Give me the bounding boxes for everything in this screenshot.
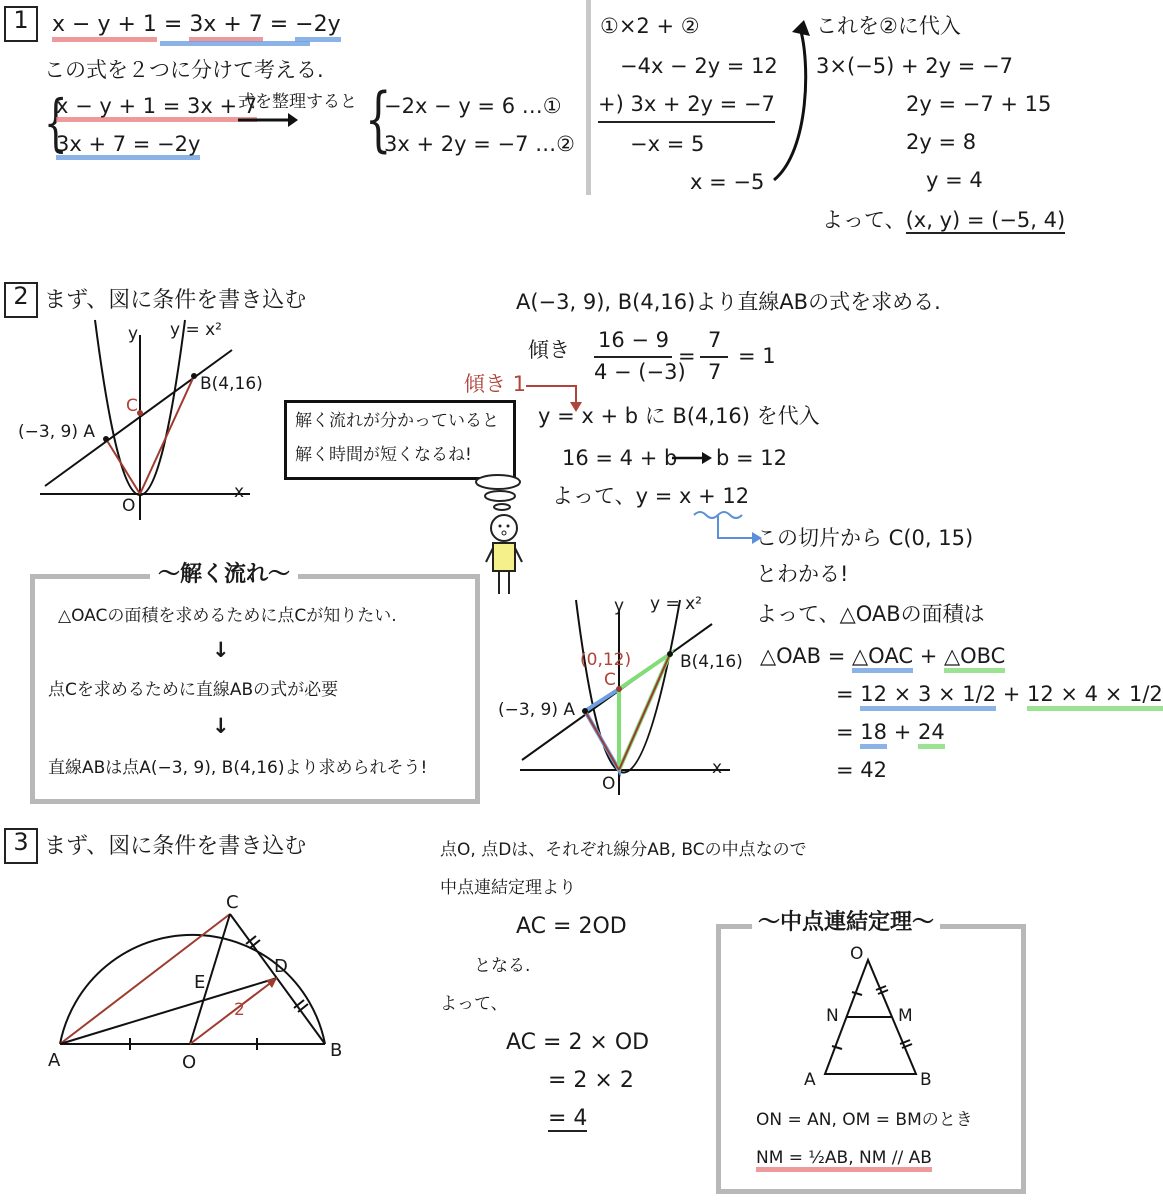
system2-eq1: −2x − y = 6 …①	[384, 94, 562, 118]
graph2-curve-label: y = x²	[650, 594, 702, 614]
fig3-label-2: 2	[234, 1000, 245, 1020]
tip-line1: 解く流れが分かっていると	[295, 411, 499, 431]
theorem-label-a: A	[804, 1070, 816, 1090]
answer-prefix: よって、	[822, 208, 906, 232]
graph1-curve-label: y = x²	[170, 320, 222, 340]
tip-line2: 解く時間が短くなるね!	[295, 445, 472, 465]
intercept-note-line1: この切片から C(0, 15)	[756, 526, 974, 550]
slope-label: 傾き	[528, 338, 570, 362]
fig3-label-o: O	[182, 1052, 197, 1073]
graph1-y-label: y	[128, 324, 139, 344]
fig3-label-e: E	[194, 972, 206, 993]
answer-value: (x, y) = (−5, 4)	[905, 208, 1066, 232]
line-ab-prefix: よって、	[552, 484, 636, 508]
area-l1-left: △OAB =	[760, 644, 853, 668]
slope-note: 傾き 1	[464, 372, 527, 396]
section3-text-line1: 点O, 点Dは、それぞれ線分AB, BCの中点なので	[440, 840, 807, 860]
substitution-header: これを②に代入	[816, 14, 961, 38]
flow-line2: 点Cを求めるために直線ABの式が必要	[48, 680, 339, 700]
section3-heading: まず、図に条件を書き込む	[44, 834, 307, 859]
substitute-b-line: y = x + b に B(4,16) を代入	[538, 404, 820, 428]
flow-title: 〜解く流れ〜	[150, 564, 298, 586]
area-l3-b: 24	[918, 720, 945, 749]
area-line4: = 42	[836, 758, 887, 782]
graph1-point-b: B(4,16)	[200, 374, 263, 394]
graph1-point-c: C	[126, 396, 138, 416]
area-l2-a: 12 × 3 × 1/2	[860, 682, 996, 711]
elimination-line1: −4x − 2y = 12	[620, 54, 778, 78]
theorem-label-m: M	[898, 1006, 913, 1026]
graph2-point-b: B(4,16)	[680, 652, 743, 672]
substitution-line4: y = 4	[926, 168, 983, 192]
arrow-label: 式を整理すると	[238, 92, 357, 112]
system2-brace: {	[364, 78, 392, 160]
calc-line3: = 4	[548, 1106, 588, 1131]
graph1-point-a: (−3, 9) A	[18, 422, 95, 442]
section-number-2: 2	[4, 282, 38, 318]
eq-part-c: −2y	[295, 12, 340, 42]
section3-text-line5: よって、	[440, 994, 508, 1014]
area-l2-plus: +	[996, 682, 1028, 706]
system1-eq1: x − y + 1 = 3x + 7	[56, 96, 257, 122]
fig3-label-c: C	[226, 892, 239, 913]
line-ab-intro: A(−3, 9), B(4,16)より直線ABの式を求める.	[516, 290, 941, 314]
system2-eq2: 3x + 2y = −7 …②	[384, 132, 575, 156]
area-l3-a: 18	[860, 720, 887, 749]
substitution-line1: 3×(−5) + 2y = −7	[816, 54, 1013, 78]
area-l1-obc: △OBC	[944, 644, 1005, 673]
eq-part-a: x − y + 1	[52, 12, 157, 42]
graph1-x-label: x	[234, 482, 245, 502]
flow-arrow-1: ↓	[212, 638, 230, 662]
substitution-line3: 2y = 8	[906, 130, 977, 154]
eq-sign-2: =	[262, 12, 296, 37]
area-l2-eq: =	[836, 682, 861, 706]
graph2-point-c: C	[604, 670, 616, 690]
graph1-origin: O	[122, 496, 136, 516]
section3-text-line3: AC = 2OD	[516, 914, 627, 939]
flow-line3: 直線ABは点A(−3, 9), B(4,16)より求められそう!	[48, 758, 428, 778]
elimination-line4: x = −5	[690, 170, 765, 194]
elimination-line2: +) 3x + 2y = −7	[598, 94, 775, 123]
area-l1-oac: △OAC	[852, 644, 913, 673]
graph2-point-a: (−3, 9) A	[498, 700, 575, 720]
flow-arrow-2: ↓	[212, 714, 230, 738]
intercept-note-line2: とわかる!	[756, 562, 849, 586]
theorem-title: 〜中点連結定理〜	[752, 912, 940, 934]
theorem-label-o: O	[850, 944, 864, 964]
section2-heading: まず、図に条件を書き込む	[44, 288, 307, 313]
slope-eq: =	[678, 344, 696, 368]
slope-num1: 16 − 9	[598, 328, 670, 352]
section1-intro: この式を２つに分けて考える.	[44, 58, 324, 82]
section-number-3: 3	[4, 828, 38, 864]
intercept-eq: 16 = 4 + b	[562, 446, 678, 470]
fig3-label-b: B	[330, 1040, 343, 1061]
elimination-header: ①×2 + ②	[600, 14, 700, 38]
elimination-line3: −x = 5	[630, 132, 705, 156]
fig3-label-a: A	[48, 1050, 61, 1071]
slope-num2: 7	[708, 328, 722, 352]
area-l1-plus: +	[913, 644, 944, 668]
graph2-x-label: x	[712, 758, 723, 778]
section3-text-line2: 中点連結定理より	[440, 878, 576, 898]
intercept-value: b = 12	[716, 446, 787, 470]
area-l3-plus: +	[887, 720, 918, 744]
area-l2-b: 12 × 4 × 1/2	[1027, 682, 1163, 711]
theorem-line2: NM = ½AB, NM // AB	[756, 1150, 932, 1172]
slope-result: = 1	[738, 344, 776, 368]
graph2-y-label: y	[614, 596, 625, 616]
calc-line1: AC = 2 × OD	[506, 1030, 650, 1055]
area-l3-eq: =	[836, 720, 861, 744]
eq-part-b: 3x + 7	[189, 12, 262, 42]
graph2-origin: O	[602, 774, 616, 794]
system1-brace: {	[43, 86, 68, 159]
theorem-line1: ON = AN, OM = BMのとき	[756, 1110, 973, 1130]
section3-text-line4: となる.	[474, 956, 531, 976]
slope-den2: 7	[708, 360, 722, 384]
eq-sign-1: =	[156, 12, 190, 37]
line-ab-equation: y = x + 12	[635, 484, 750, 508]
theorem-label-b: B	[920, 1070, 932, 1090]
fig3-label-d: D	[274, 956, 288, 977]
substitution-line2: 2y = −7 + 15	[906, 92, 1052, 116]
slope-den1: 4 − (−3)	[594, 360, 686, 384]
flow-line1: △OACの面積を求めるために点Cが知りたい.	[58, 606, 397, 626]
calc-line2: = 2 × 2	[548, 1068, 634, 1093]
theorem-label-n: N	[826, 1006, 839, 1026]
area-intro: よって、△OABの面積は	[756, 602, 985, 626]
graph2-c-coord: (0,12)	[580, 650, 632, 670]
system1-eq2: 3x + 7 = −2y	[56, 134, 200, 160]
section-number-1: 1	[4, 6, 38, 42]
